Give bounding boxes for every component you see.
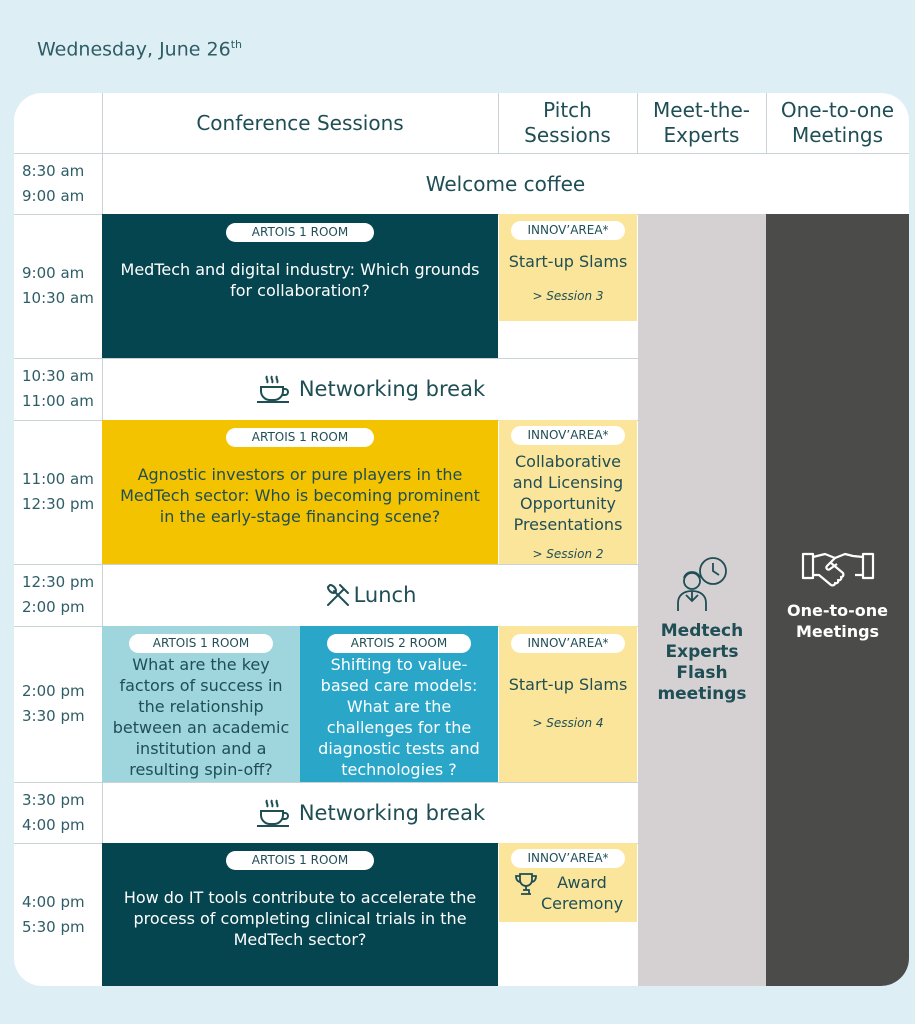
session-title: Shifting to value-based care models: What are the challenges for the diagnostic tests and technologies ? <box>318 655 480 779</box>
pitch-block <box>499 420 637 564</box>
room-badge: ARTOIS 1 ROOM <box>129 634 273 653</box>
session-block <box>102 843 498 986</box>
coffee-cup-icon <box>255 797 291 829</box>
session-link[interactable]: > Session 4 <box>532 716 604 730</box>
header-conference: Conference Sessions <box>196 110 404 135</box>
session-block <box>102 214 498 358</box>
header-pitch: Pitch Sessions <box>524 98 611 147</box>
session-block <box>102 626 300 782</box>
time-slot: 12:30 pm 2:00 pm <box>22 573 95 616</box>
award-row <box>513 872 623 914</box>
session-title: What are the key factors of success in the relationship between an academic institution and a resulting spin-off? <box>112 655 290 779</box>
session-title: MedTech and digital industry: Which grounds for collaboration? <box>120 260 480 300</box>
time-slot: 11:00 am 12:30 pm <box>22 470 95 513</box>
time-slot: 2:00 pm 3:30 pm <box>22 682 85 725</box>
session-block <box>102 420 498 564</box>
welcome-coffee: Welcome coffee <box>425 171 586 196</box>
pitch-title: Start-up Slams <box>508 252 628 271</box>
room-badge: ARTOIS 1 ROOM <box>226 428 374 447</box>
expert-clock-icon <box>672 555 732 613</box>
time-slot: 3:30 pm 4:00 pm <box>22 790 85 834</box>
header-experts: Meet-the- Experts <box>653 98 750 147</box>
meetings-column <box>766 214 909 986</box>
room-badge: ARTOIS 1 ROOM <box>226 223 374 242</box>
trophy-icon <box>513 872 539 896</box>
session-title: How do IT tools contribute to accelerate the process of completing clinical trials in the MedTech sector? <box>123 888 477 949</box>
pitch-title: Award Ceremony <box>541 873 624 913</box>
room-badge: ARTOIS 2 ROOM <box>327 634 471 653</box>
lunch-break: Lunch <box>102 564 638 626</box>
room-badge: INNOV’AREA* <box>511 849 624 868</box>
time-slot: 8:30 am 9:00 am <box>22 161 85 205</box>
experts-label: Medtech Experts Flash meetings <box>657 621 747 704</box>
pitch-block <box>499 843 637 922</box>
experts-column <box>638 214 766 986</box>
session-link[interactable]: > Session 3 <box>532 289 604 303</box>
pitch-title: Collaborative and Licensing Opportunity Presentations <box>512 452 624 534</box>
room-badge: INNOV’AREA* <box>511 221 624 240</box>
schedule-table <box>14 93 909 986</box>
networking-break: Networking break <box>102 782 638 843</box>
coffee-cup-icon <box>255 373 291 405</box>
header-meetings: One-to-one Meetings <box>780 98 895 147</box>
meetings-label: One-to-one Meetings <box>787 601 888 641</box>
date-heading: Wednesday, June 26th <box>37 38 242 61</box>
session-link[interactable]: > Session 2 <box>532 547 604 561</box>
networking-break: Networking break <box>102 358 638 420</box>
pitch-block <box>499 214 637 321</box>
time-slot: 9:00 am 10:30 am <box>22 264 94 307</box>
room-badge: INNOV’AREA* <box>511 426 624 445</box>
time-slot: 4:00 pm 5:30 pm <box>22 892 85 936</box>
time-slot: 10:30 am 11:00 am <box>22 367 94 410</box>
fork-knife-icon <box>324 581 352 609</box>
session-title: Agnostic investors or pure players in the MedTech sector: Who is becoming prominent in the early-stage financing scene? <box>120 465 480 526</box>
room-badge: ARTOIS 1 ROOM <box>226 851 374 870</box>
session-block <box>300 626 498 782</box>
room-badge: INNOV’AREA* <box>511 634 624 653</box>
handshake-icon <box>801 548 875 588</box>
pitch-title: Start-up Slams <box>508 675 628 694</box>
pitch-block <box>499 626 637 782</box>
